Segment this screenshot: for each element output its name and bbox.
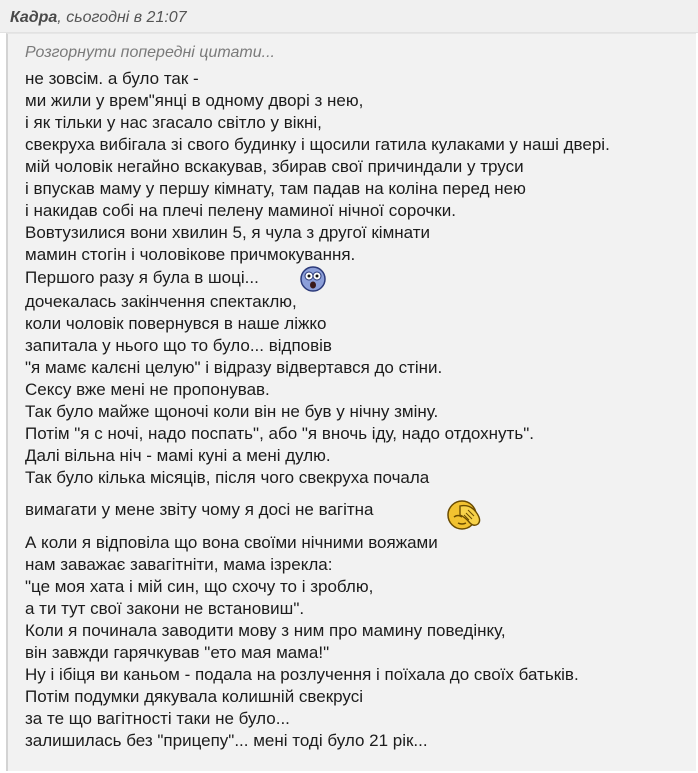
post-timestamp: , сьогодні в 21:07 [57, 9, 187, 26]
author-name[interactable]: Кадра [10, 9, 58, 26]
quote-line: запитала у нього що то було... відповів [25, 336, 332, 355]
shocked-smiley-icon [299, 265, 327, 293]
post-meta [10, 9, 187, 27]
quote-line: і впускав маму у першу кімнату, там падав на коліна перед нею [25, 179, 526, 198]
quote-line: Сексу вже мені не пропонував. [25, 380, 270, 399]
quote-line: вимагати у мене звіту чому я досі не вагітна [25, 500, 374, 519]
quote-line: і накидав собі на плечі пелену маминої нічної сорочки. [25, 201, 456, 220]
quote-line: він завжди гарячкував "ето мая мама!" [25, 643, 330, 662]
expand-quotes-link[interactable]: Розгорнути попередні цитати... [25, 44, 275, 61]
quote-line: Далі вільна ніч - мамі куні а мені дулю. [25, 446, 331, 465]
quote-line: Першого разу я була в шоці... [25, 268, 259, 287]
quote-line: свекруха вибігала зі свого будинку і щосили гатила кулаками у наші двері. [25, 135, 610, 154]
quote-line: а ти тут свої закони не встановиш". [25, 599, 305, 618]
quote-line: за те що вагітності таки не було... [25, 709, 290, 728]
quote-line: "це моя хата і мій син, що схочу то і зроблю, [25, 577, 374, 596]
quote-line: коли чоловік повернувся в наше ліжко [25, 314, 327, 333]
quote-line: Потім "я с ночі, надо поспать", або "я вночь іду, надо отдохнуть". [25, 424, 534, 443]
quote-line: нам заважає завагітніти, мама ізрекла: [25, 555, 333, 574]
quote-line: не зовсім. а було так - [25, 69, 199, 88]
quote-block [6, 33, 696, 771]
quote-line: Так було кілька місяців, після чого свекруха почала [25, 468, 430, 487]
quote-line: "я мамє калєні целую" і відразу відвертався до стіни. [25, 358, 443, 377]
quote-line: Так було майже щоночі коли він не був у нічну зміну. [25, 402, 439, 421]
quote-line: Коли я починала заводити мову з ним про мамину поведінку, [25, 621, 506, 640]
quote-line: дочекалась закінчення спектаклю, [25, 292, 297, 311]
facepalm-smiley-icon [444, 498, 486, 532]
quote-line: А коли я відповіла що вона своїми нічними вояжами [25, 533, 438, 552]
quote-line: Вовтузилися вони хвилин 5, я чула з другої кімнати [25, 223, 431, 242]
quote-line: мій чоловік негайно вскакував, збирав свої причиндали у труси [25, 157, 524, 176]
quote-line: ми жили у врем"янці в одному дворі з нею, [25, 91, 364, 110]
quote-line: мамин стогін і чоловікове причмокування. [25, 245, 356, 264]
quote-line: і як тільки у нас згасало світло у вікні, [25, 113, 322, 132]
quote-line: Потім подумки дякувала колишній свекрусі [25, 687, 364, 706]
quote-line: Ну і ібіця ви каньом - подала на розлучення і поїхала до своїх батьків. [25, 665, 579, 684]
post-header [0, 0, 698, 33]
quote-line: залишилась без "прицепу"... мені тоді було 21 рік... [25, 731, 428, 750]
